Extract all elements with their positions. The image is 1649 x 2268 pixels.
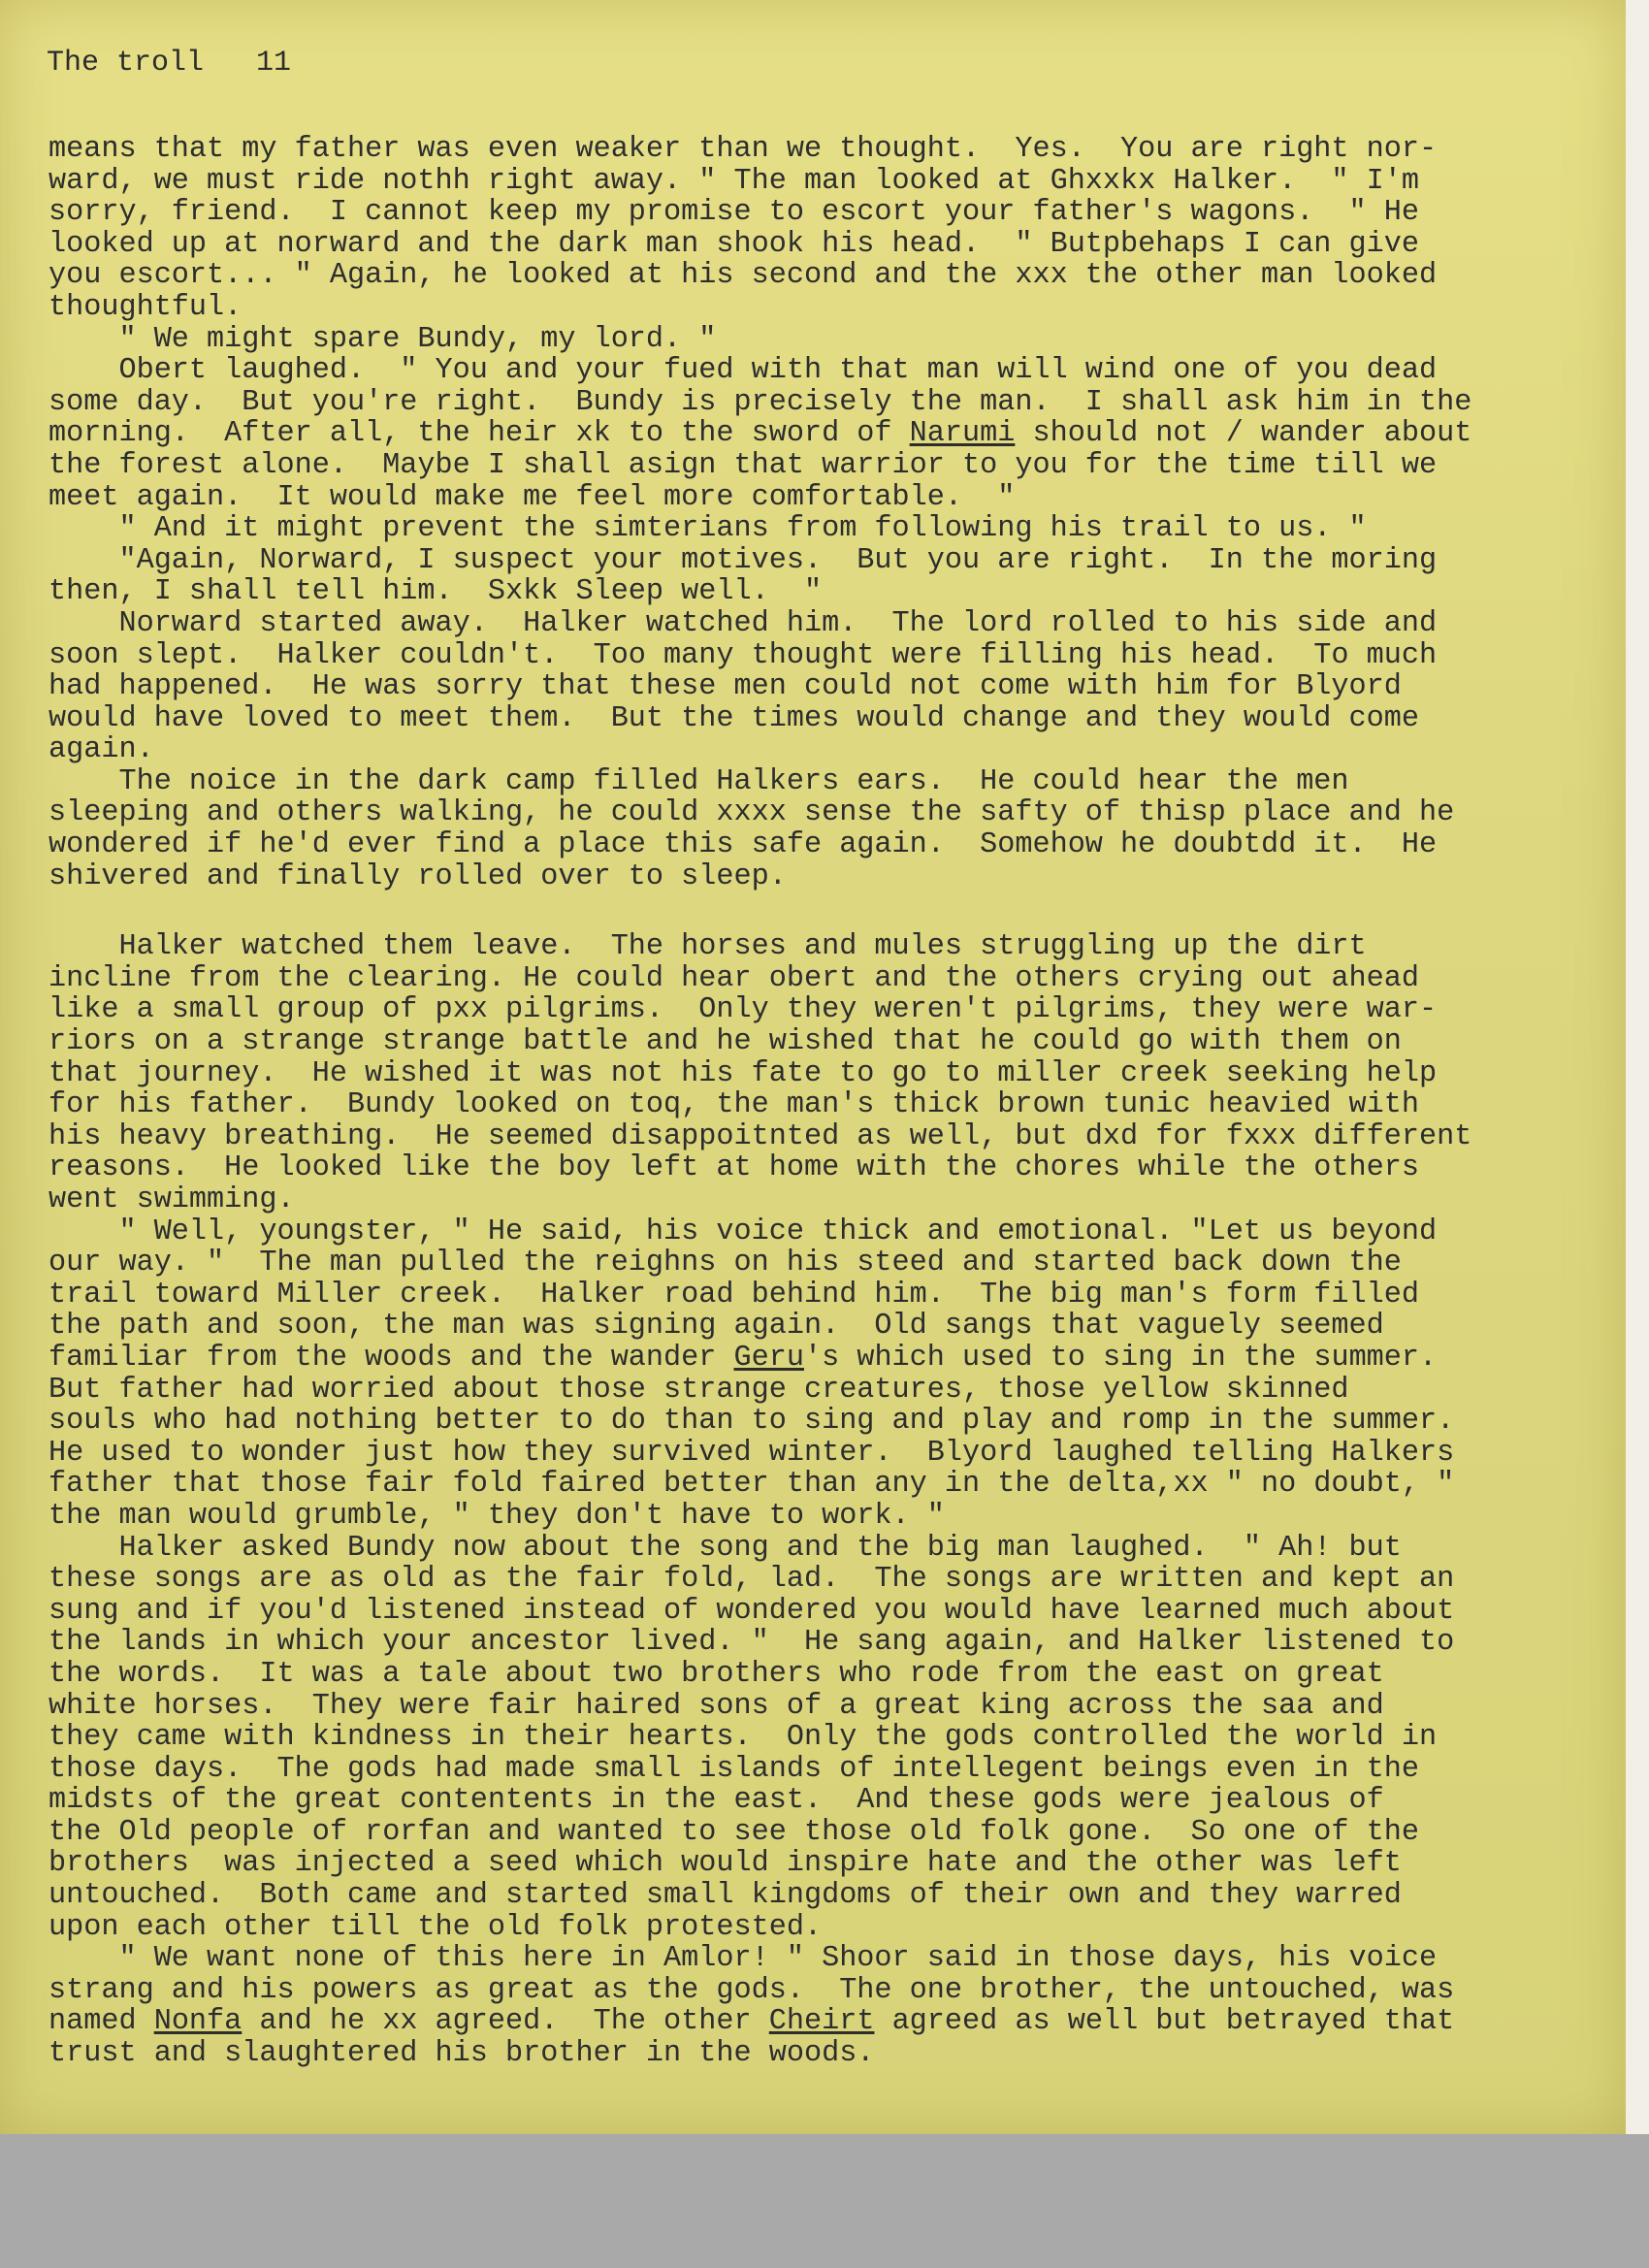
text-line: you escort... " Again, he looked at his second and the xxx the other man looked xyxy=(48,259,1438,293)
text-line: then, I shall tell him. Sxkk Sleep well. " xyxy=(48,575,823,609)
section-2 xyxy=(48,931,1610,2069)
text-line: "Again, Norward, I suspect your motives. But you are right. In the moring xyxy=(48,543,1438,577)
text-line: reasons. He looked like the boy left at home with the chores while the others xyxy=(48,1151,1420,1185)
text-line: Norward started away. Halker watched him. The lord rolled to his side and xyxy=(48,606,1438,640)
text-line: had happened. He was sorry that these men could not come with him for Blyord xyxy=(48,670,1402,704)
text-line: trust and slaughtered his brother in the woods. xyxy=(48,2037,875,2071)
text-line: untouched. Both came and started small kingdoms of their own and they warred xyxy=(48,1879,1402,1913)
text-line: white horses. They were fair haired sons of a great king across the saa and xyxy=(48,1689,1384,1723)
text-line: incline from the clearing. He could hear obert and the others crying out ahead xyxy=(48,961,1420,995)
text-line: " We want none of this here in Amlor! " Shoor said in those days, his voice xyxy=(48,1942,1438,1976)
underlined-name: Nonfa xyxy=(153,2005,242,2039)
text-line: midsts of the great contentents in the east. And these gods were jealous of xyxy=(48,1784,1384,1818)
page-edge xyxy=(1626,0,1649,2134)
text-line: Obert laughed. " You and your fued with that man will wind one of you dead xyxy=(48,354,1438,388)
text-line: sleeping and others walking, he could xxxx sense the safty of thisp place and he xyxy=(48,796,1455,830)
text-line: the path and soon, the man was signing again. Old sangs that vaguely seemed xyxy=(48,1310,1384,1344)
text-line: like a small group of pxx pilgrims. Only they weren't pilgrims, they were war- xyxy=(48,993,1438,1027)
text-line: ward, we must ride nothh right away. " The man looked at Ghxxkx Halker. " I'm xyxy=(48,164,1420,198)
text-line: upon each other till the old folk protested. xyxy=(48,1910,823,1944)
text-line: they came with kindness in their hearts. Only the gods controlled the world in xyxy=(48,1721,1438,1755)
underlined-name: Cheirt xyxy=(768,2005,875,2039)
text-line: those days. The gods had made small islands of intellegent beings even in the xyxy=(48,1752,1420,1786)
text-line: again. xyxy=(48,733,154,767)
text-line: The noice in the dark camp filled Halkers ears. He could hear the men xyxy=(48,764,1349,798)
text-line: that journey. He wished it was not his fate to go to miller creek seeking help xyxy=(48,1056,1438,1090)
text-line: " Well, youngster, " He said, his voice thick and emotional. "Let us beyond xyxy=(48,1215,1438,1248)
text-line: " We might spare Bundy, my lord. " xyxy=(48,322,717,356)
text-line: strang and his powers as great as the gods. The one brother, the untouched, was xyxy=(48,1973,1455,2007)
underlined-name: Geru xyxy=(733,1341,804,1375)
text-line: He used to wonder just how they survived winter. Blyord laughed telling Halkers xyxy=(48,1436,1455,1470)
text-line: familiar from the woods and the wander Geru's which used to sing in the summer. xyxy=(48,1341,1438,1375)
text-line: his heavy breathing. He seemed disappoitnted as well, but dxd for fxxx different xyxy=(48,1119,1472,1153)
page-header: The troll 11 xyxy=(47,47,292,80)
text-line: brothers was injected a seed which would inspire hate and the other was left xyxy=(48,1847,1402,1881)
underlined-name: Narumi xyxy=(909,417,1016,451)
section-1 xyxy=(48,134,1610,892)
text-line: would have loved to meet them. But the times would change and they would come xyxy=(48,701,1420,735)
text-line: wondered if he'd ever find a place this safe again. Somehow he doubtdd it. He xyxy=(48,828,1438,862)
text-line: some day. But you're right. Bundy is precisely the man. I shall ask him in the xyxy=(48,385,1472,419)
text-line: Halker watched them leave. The horses and mules struggling up the dirt xyxy=(48,930,1367,964)
text-line: these songs are as old as the fair fold, lad. The songs are written and kept an xyxy=(48,1563,1455,1597)
text-line: " And it might prevent the simterians from following his trail to us. " xyxy=(48,512,1367,546)
text-line: named Nonfa and he xx agreed. The other Cheirt agreed as well but betrayed that xyxy=(48,2005,1455,2039)
text-line: But father had worried about those strange creatures, those yellow skinned xyxy=(48,1373,1349,1407)
text-line: soon slept. Halker couldn't. Too many thought were filling his head. To much xyxy=(48,638,1438,672)
text-line: the lands in which your ancestor lived. " He sang again, and Halker listened to xyxy=(48,1626,1455,1660)
text-line: looked up at norward and the dark man shook his head. " Butpbehaps I can give xyxy=(48,227,1420,261)
text-line: riors on a strange strange battle and he wished that he could go with them on xyxy=(48,1025,1402,1059)
text-line: thoughtful. xyxy=(48,290,242,324)
text-line: father that those fair fold faired better than any in the delta,xx " no doubt, " xyxy=(48,1468,1455,1502)
text-line: Halker asked Bundy now about the song and the big man laughed. " Ah! but xyxy=(48,1531,1402,1565)
body-text xyxy=(48,134,1610,2070)
text-line: our way. " The man pulled the reighns on his steed and started back down the xyxy=(48,1247,1402,1280)
text-line: souls who had nothing better to do than to sing and play and romp in the summer. xyxy=(48,1405,1455,1439)
text-line: sorry, friend. I cannot keep my promise to escort your father's wagons. " He xyxy=(48,196,1420,230)
section-break xyxy=(48,892,1610,931)
text-line: morning. After all, the heir xk to the sword of Narumi should not / wander about xyxy=(48,417,1472,451)
text-line: shivered and finally rolled over to sleep. xyxy=(48,859,787,893)
text-line: the Old people of rorfan and wanted to see those old folk gone. So one of the xyxy=(48,1815,1420,1849)
text-line: meet again. It would make me feel more comfortable. " xyxy=(48,480,1016,514)
text-line: the man would grumble, " they don't have to work. " xyxy=(48,1499,945,1533)
text-line: went swimming. xyxy=(48,1183,295,1216)
text-line: the forest alone. Maybe I shall asign that warrior to you for the time till we xyxy=(48,448,1438,482)
text-line: sung and if you'd listened instead of wondered you would have learned much about xyxy=(48,1594,1455,1628)
text-line: for his father. Bundy looked on toq, the man's thick brown tunic heavied with xyxy=(48,1088,1420,1122)
text-line: trail toward Miller creek. Halker road behind him. The big man's form filled xyxy=(48,1278,1420,1312)
text-line: means that my father was even weaker than we thought. Yes. You are right nor- xyxy=(48,133,1438,166)
text-line: the words. It was a tale about two brothers who rode from the east on great xyxy=(48,1657,1384,1691)
